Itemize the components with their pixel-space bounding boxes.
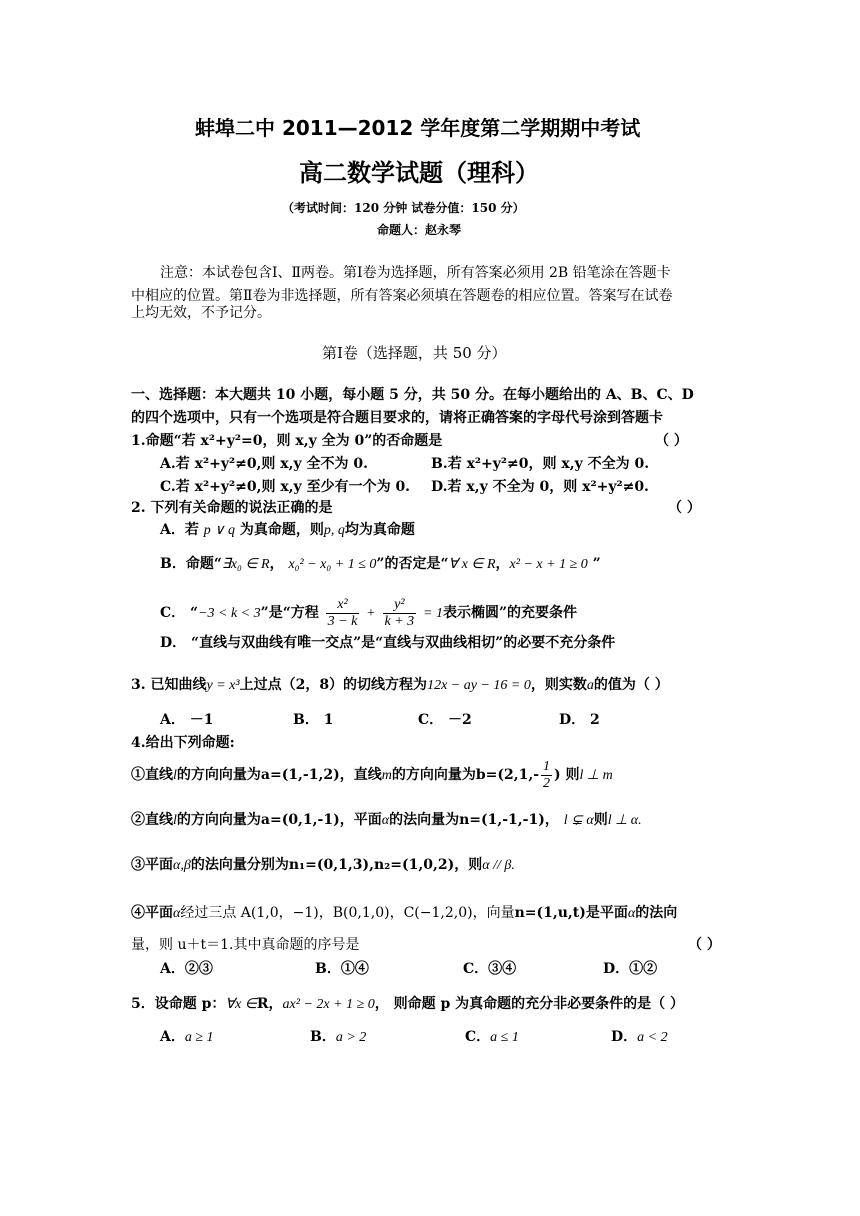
question-5-option-d: D．a < 2 [611, 1029, 668, 1045]
question-4-option-d: D．①② [603, 961, 658, 977]
question-4-statement-2: ②直线l的方向向量为a=(0,1,-1)，平面α的法向量为n=(1,-1,-1)， l ⊊ α则l ⊥ α. [131, 812, 642, 828]
question-4-option-a: A．②③ [160, 961, 213, 977]
section-intro-line-2: 的四个选项中，只有一个选项是符合题目要求的，请将正确答案的字母代号涂到答题卡 [131, 410, 663, 426]
question-1-option-d: D.若 x,y 不全为 0，则 x²+y²≠0. [431, 479, 649, 495]
exam-author: 命题人：赵永琴 [377, 223, 462, 237]
question-1-option-a: A.若 x²+y²≠0,则 x,y 全不为 0. [160, 456, 369, 472]
section-title: 第Ⅰ卷（选择题，共 50 分） [322, 344, 507, 362]
question-3-option-c: C． －2 [418, 712, 472, 728]
question-4-statement-4: ④平面α经过三点 A(1,0，−1)，B(0,1,0)，C(−1,2,0)，向量n=(1,u,t)是平面α的法向 [131, 905, 678, 921]
question-5-option-a: A．a ≥ 1 [160, 1029, 214, 1045]
question-4-statement-1: ①直线l的方向向量为a=(1,-1,2)，直线m的方向向量为b=(2,1,- $\frac{1}{2}$ ) 则l ⊥ m [131, 758, 613, 791]
exam-title: 蚌埠二中 2011—2012 学年度第二学期期中考试 [195, 116, 641, 140]
exam-info: （考试时间：120 分钟 试卷分值：150 分） [282, 201, 525, 215]
question-4-stem: 4.给出下列命题: [131, 735, 235, 751]
notice-line-1: 注意：本试卷包含Ⅰ、Ⅱ两卷。第Ⅰ卷为选择题，所有答案必须用 2B 铅笔涂在答题卡 [160, 265, 671, 281]
question-4-statement-4-cont: 量，则 u＋t＝1.其中真命题的序号是 [131, 937, 360, 953]
question-1-stem: 1.命题“若 x²+y²=0，则 x,y 全为 0”的否命题是 [131, 433, 443, 449]
question-1-paren: （ ） [655, 433, 688, 449]
question-1-option-b: B.若 x²+y²≠0，则 x,y 不全为 0. [431, 456, 650, 472]
question-5-option-c: C．a ≤ 1 [465, 1029, 519, 1045]
question-4-option-b: B．①④ [315, 961, 369, 977]
exam-subject-title: 高二数学试题（理科） [299, 159, 539, 187]
question-3-stem: 3. 已知曲线y = x³上过点（2，8）的切线方程为12x − ay − 16 = 0，则实数a的值为（ ） [131, 677, 669, 693]
fraction-y-squared: $\frac{\text{y²}}{k + 3}$ [384, 596, 415, 629]
question-2-stem: 2. 下列有关命题的说法正确的是 [131, 500, 333, 516]
question-4-paren: （ ） [688, 937, 721, 953]
fraction-one-half: $\frac{1}{2}$ [543, 758, 551, 791]
question-5-stem: 5．设命题 p：∀x ∈R，ax² − 2x + 1 ≥ 0， 则命题 p 为真命题的充分非必要条件的是（ ） [131, 996, 685, 1012]
question-1-option-c: C.若 x²+y²≠0,则 x,y 至少有一个为 0. [160, 479, 411, 495]
question-4-option-c: C．③④ [463, 961, 517, 977]
question-3-option-d: D． 2 [559, 712, 600, 728]
question-2-option-c: C． “−3 < k < 3”是“方程 $\frac{\text{x²}}{3 - k}$ + $\frac{\text{y²}}{k + 3}$ = 1表示椭圆”的充要条件 [160, 596, 578, 629]
notice-line-2: 中相应的位置。第Ⅱ卷为非选择题，所有答案必须填在答题卷的相应位置。答案写在试卷 [131, 288, 673, 304]
question-2-option-d: D． “直线与双曲线有唯一交点”是“直线与双曲线相切”的必要不充分条件 [160, 635, 616, 651]
question-3-option-b: B． 1 [293, 712, 334, 728]
section-intro-line-1: 一、选择题：本大题共 10 小题，每小题 5 分，共 50 分。在每小题给出的 A、B、C、D [131, 387, 694, 403]
question-5-option-b: B．a > 2 [310, 1029, 367, 1045]
question-2-option-b: B．命题“∃x₀ ∈ R， x₀² − x₀ + 1 ≤ 0”的否定是“∀ x ∈ R，x² − x + 1 ≥ 0 ” [160, 556, 601, 572]
question-3-option-a: A． －1 [160, 712, 214, 728]
fraction-x-squared: $\frac{\text{x²}}{3 - k}$ [327, 596, 358, 629]
notice-line-3: 上均无效，不予记分。 [131, 305, 271, 321]
question-2-option-a: A．若 p ∨ q 为真命题，则p, q均为真命题 [160, 522, 415, 538]
question-4-statement-3: ③平面α,β的法向量分别为n₁=(0,1,3),n₂=(1,0,2)，则α // β. [131, 857, 515, 873]
question-2-paren: （ ） [668, 500, 701, 516]
